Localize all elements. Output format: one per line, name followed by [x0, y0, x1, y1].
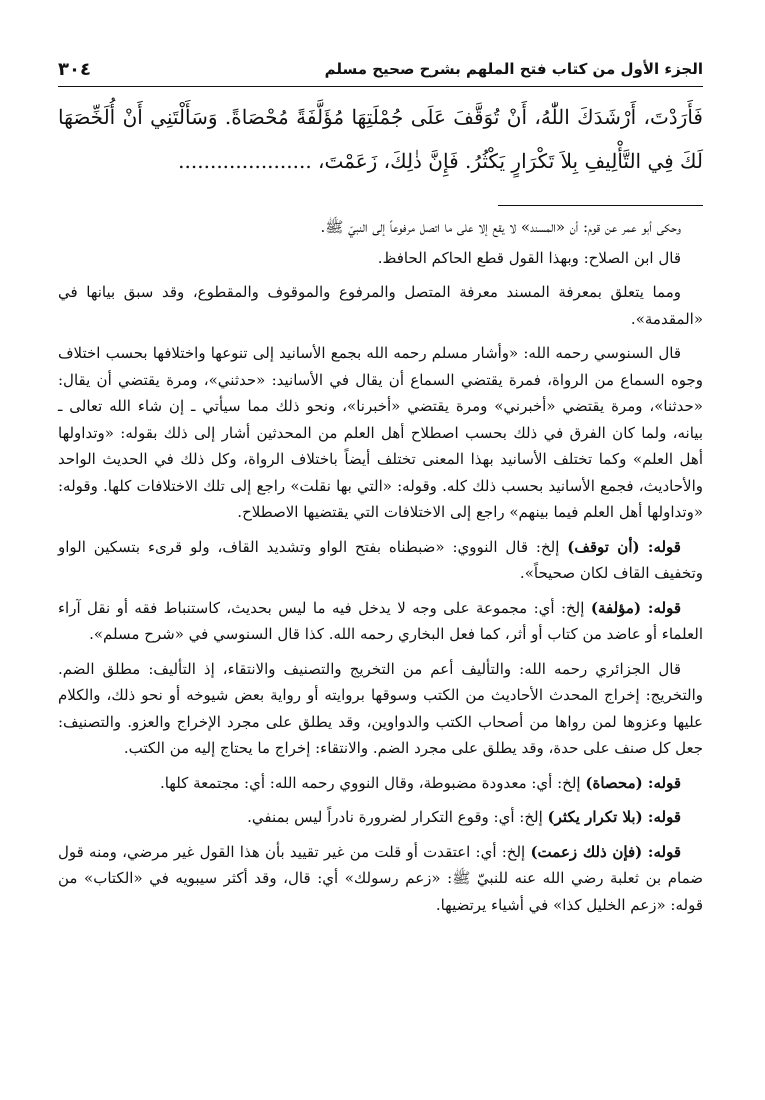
commentary [58, 214, 703, 926]
paragraph-text: قال الجزائري رحمه الله: والتأليف أعم من التخريج والتصنيف والانتقاء، إذ التأليف: مطلق الضم. والتخريج: إخراج المحدث الأحاديث من الكتب وسوقها بروايته أو رواية بعض شيوخه أو نحو ذلك، والكلام عليها وعزوها لمن رواها من أصحاب الكتب والدواوين، وقد يطلق على مجرد الإخراج والعزو. والتصنيف: جعل كل صنف على حدة، وقد يطلق على مجرد الضم. والانتقاء: إخراج ما يحتاج إليه من الكتب. [58, 659, 703, 757]
commentary-paragraph [58, 804, 703, 831]
footnote-separator [498, 205, 703, 206]
commentary-paragraph [58, 534, 703, 587]
paragraph-lead: قوله: (محصاة) [585, 773, 681, 792]
commentary-paragraph [58, 245, 703, 272]
commentary-paragraph [58, 656, 703, 762]
paragraph-text: قال السنوسي رحمه الله: «وأشار مسلم رحمه الله بجمع الأسانيد إلى تنوعها واختلافها بحسب اختلاف وجوه السماع من الرواة، فمرة يقتضي السماع أن يقال في الأسانيد: «حدثني»، ومرة يقتضي أن يقال: «حدثنا»، ومرة يقتضي «أخبرني» ومرة يقتضي «أخبرنا»، ونحو ذلك مما سيأتي ـ إن شاء الله تعالى ـ بيانه، ولما كان الفرق في ذلك بحسب اصطلاح أهل العلم من المحدثين أشار إلى ذلك بقوله: «وتداولها أهل العلم» وكما تختلف الأسانيد بهذا المعنى تختلف أيضاً باختلاف الرواة، وكل ذلك في الحديث الواحد والأحاديث، فجمع الأسانيد بحسب ذلك كله. وقوله: «التي بها نقلت» راجع إلى تلك الاختلافات كلها. وقوله: «وتداولها أهل العلم فيما بينهم» راجع إلى الاختلافات التي يقتضيها الاصطلاح. [58, 344, 703, 521]
commentary-paragraph [58, 770, 703, 797]
paragraph-text: ومما يتعلق بمعرفة المسند معرفة المتصل والمرفوع والموقوف والمقطوع، وقد سبق بيانها في «المقدمة». [58, 283, 703, 328]
running-title: الجزء الأول من كتاب فتح الملهم بشرح صحيح مسلم [324, 60, 703, 78]
paragraph-text: إلخ: أي: وقوع التكرار لضرورة نادراً ليس بمنفي. [247, 808, 543, 826]
commentary-paragraph [58, 340, 703, 526]
paragraph-lead: قوله: (مؤلفة) [590, 598, 681, 617]
commentary-paragraph [58, 839, 703, 919]
paragraph-lead: قوله: (بلا تكرار يكثر) [547, 808, 681, 826]
page-number: ٣٠٤ [58, 58, 91, 80]
running-header [58, 55, 703, 83]
commentary-paragraph [58, 279, 703, 332]
commentary-paragraph [58, 595, 703, 648]
paragraph-text: إلخ: أي: معدودة مضبوطة، وقال النووي رحمه الله: أي: مجتمعة كلها. [159, 773, 581, 792]
header-rule [58, 86, 703, 87]
paragraph-text: إلخ: أي: اعتقدت أو قلت من غير تقييد بأن هذا القول غير مرضي، ومنه قول ضمام بن ثعلبة رضي الله عنه للنبيّ ﷺ: «زعم رسولك» أي: قال، وقد أكثر سيبويه في «الكتاب» من قوله: «زعم الخليل كذا» في أشياء يرتضيها. [58, 842, 703, 914]
main-text [58, 95, 703, 183]
paragraph-text: وحكى أبو عمر عن قوم: أن «المسند» لا يقع إلا على ما اتصل مرفوعاً إلى النبيّ ﷺ. [320, 218, 681, 236]
paragraph-lead: قوله: (أن توقف) [567, 537, 681, 556]
commentary-paragraph [58, 214, 703, 241]
paragraph-text: قال ابن الصلاح: وبهذا القول قطع الحاكم الحافظ. [377, 248, 681, 267]
paragraph-text: إلخ: قال النووي: «ضبطناه بفتح الواو وتشديد القاف، ولو قرىء بتسكين الواو وتخفيف القاف لكان صحيحاً». [58, 537, 703, 582]
paragraph-lead: قوله: (فإن ذلك زعمت) [530, 842, 681, 861]
paragraph-text: إلخ: أي: مجموعة على وجه لا يدخل فيه ما ليس بحديث، كاستنباط فقه أو نقل آراء العلماء أو عاضد من كتاب أو أثر، كما فعل البخاري رحمه الله. كذا قال السنوسي في «شرح مسلم». [58, 598, 703, 643]
main-text-body: فَأَرَدْتَ، أَرْشَدَكَ اللّٰهُ، أَنْ تُوَقَّفَ عَلَى جُمْلَتِهَا مُؤَلَّفَةً مُحْصَاةً. وَسَأَلْتَنِي أَنْ أُلَخِّصَهَا لَكَ فِي التَّأْلِيفِ بِلاَ تَكْرَارٍ يَكْثُرُ. فَإِنَّ ذٰلِكَ، زَعَمْتَ، ..................... [58, 105, 703, 173]
